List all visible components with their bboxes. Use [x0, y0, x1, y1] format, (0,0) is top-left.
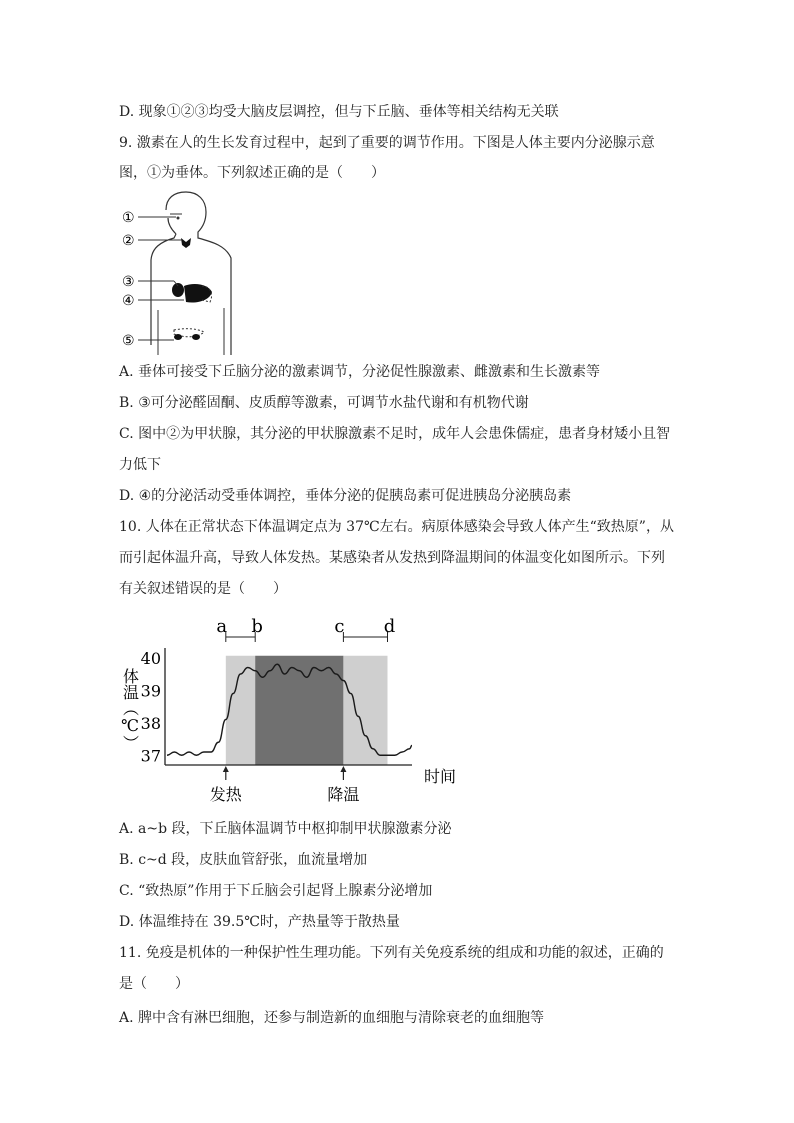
shaded-region-a-b: [226, 656, 255, 765]
x-axis-label: 时间: [424, 767, 457, 786]
q9-option-d: D. ④的分泌活动受垂体调控，垂体分泌的促胰岛素可促进胰岛分泌胰岛素: [119, 488, 572, 504]
q11-stem-line1: 11. 免疫是机体的一种保护性生理功能。下列有关免疫系统的组成和功能的叙述，正确的: [119, 945, 664, 961]
q10-option-a: A. a~b 段，下丘脑体温调节中枢抑制甲状腺激素分泌: [119, 821, 452, 837]
q10-option-b: B. c~d 段，皮肤血管舒张，血流量增加: [119, 852, 368, 868]
figure-label-1: ①: [122, 210, 135, 226]
q9-stem-line1: 9. 激素在人的生长发育过程中，起到了重要的调节作用。下图是人体主要内分泌腺示意: [119, 135, 655, 151]
q8-option-d: D. 现象①②③均受大脑皮层调控，但与下丘脑、垂体等相关结构无关联: [119, 104, 559, 120]
q10-stem-line3: 有关叙述错误的是（ ）: [119, 581, 287, 597]
event-label: 降温: [327, 785, 360, 804]
y-axis-label: 体温（℃）: [120, 668, 140, 751]
q9-stem-line2: 图，①为垂体。下列叙述正确的是（ ）: [119, 165, 385, 181]
event-label: 发热: [209, 785, 242, 804]
figure-label-5: ⑤: [122, 333, 135, 349]
endocrine-gland-figure: [118, 190, 243, 355]
q9-option-b: B. ③可分泌醛固酮、皮质醇等激素，可调节水盐代谢和有机物代谢: [119, 395, 529, 411]
q10-stem-line2: 而引起体温升高，导致人体发热。某感染者从发热到降温期间的体温变化如图所示。下列: [119, 550, 665, 566]
q9-option-c-line1: C. 图中②为甲状腺，其分泌的甲状腺激素不足时，成年人会患侏儒症，患者身材矮小且智: [119, 426, 671, 442]
q9-option-c-line2: 力低下: [119, 457, 161, 473]
segment-label: b: [251, 616, 263, 637]
body-temperature-chart: [112, 610, 462, 810]
q10-stem-line1: 10. 人体在正常状态下体温调定点为 37℃左右。病原体感染会导致人体产生“致热原”，从: [119, 519, 674, 535]
q11-option-a: A. 脾中含有淋巴细胞，还参与制造新的血细胞与清除衰老的血细胞等: [119, 1010, 545, 1026]
q9-option-a: A. 垂体可接受下丘脑分泌的激素调节，分泌促性腺激素、雌激素和生长激素等: [119, 364, 601, 380]
figure-label-2: ②: [122, 233, 135, 249]
segment-label: a: [216, 616, 228, 637]
q11-stem-line2: 是（ ）: [119, 976, 189, 992]
figure-label-4: ④: [122, 293, 135, 309]
y-tick-label: 38: [140, 713, 161, 733]
y-tick-label: 40: [140, 648, 161, 668]
q10-option-c: C. “致热原”作用于下丘脑会引起肾上腺素分泌增加: [119, 883, 433, 899]
segment-label: d: [383, 616, 396, 637]
event-arrow-head: [223, 766, 229, 772]
figure-label-3: ③: [122, 274, 135, 290]
shaded-region-c-d: [343, 656, 387, 765]
segment-label: c: [334, 616, 345, 637]
y-tick-label: 39: [140, 681, 161, 701]
y-tick-label: 37: [140, 746, 161, 766]
q10-option-d: D. 体温维持在 39.5℃时，产热量等于散热量: [119, 914, 400, 930]
event-arrow-head: [340, 766, 346, 772]
